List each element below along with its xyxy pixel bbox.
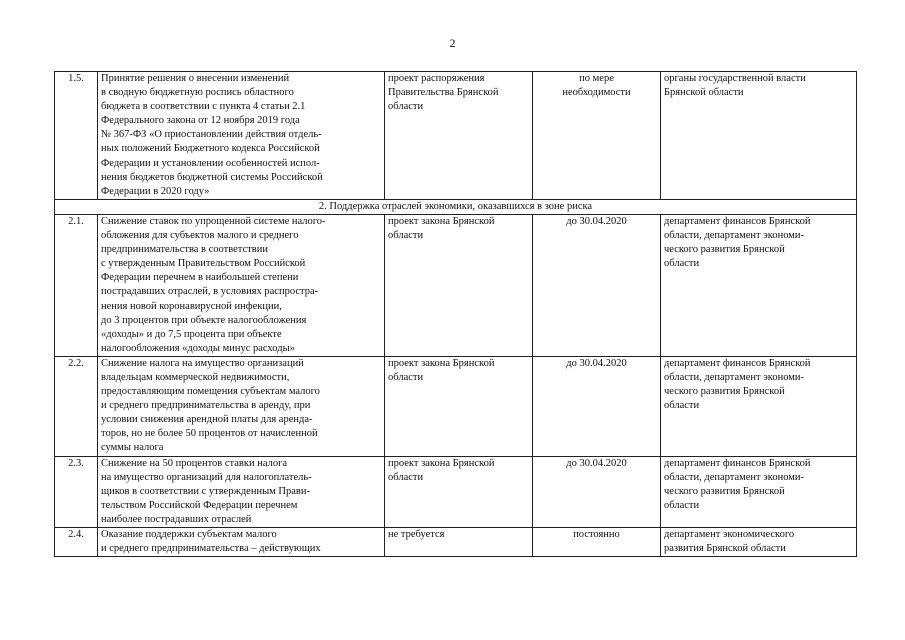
row-number: 2.4. xyxy=(55,528,98,557)
section-title: 2. Поддержка отраслей экономики, оказавшихся в зоне риска xyxy=(55,199,857,214)
measures-table xyxy=(54,71,857,557)
deadline: до 30.04.2020 xyxy=(533,356,661,456)
executor: департамент экономического развития Брянской области xyxy=(661,528,857,557)
row-number: 2.3. xyxy=(55,456,98,527)
executor: департамент финансов Брянской области, департамент экономи- ческого развития Брянской области xyxy=(661,456,857,527)
table-row xyxy=(55,214,857,356)
executor: департамент финансов Брянской области, департамент экономи- ческого развития Брянской области xyxy=(661,214,857,356)
page-number: 2 xyxy=(449,36,456,50)
row-number: 2.1. xyxy=(55,214,98,356)
deadline: по мере необходимости xyxy=(533,72,661,200)
measure-text: Принятие решения о внесении изменений в сводную бюджетную роспись областного бюджета в соответствии с пункта 4 статьи 2.1 Федерального закона от 12 ноября 2019 года № 367-ФЗ «О приостановлении действия отдель- ных положений Бюджетного кодекса Российской Федерации и установлении особенностей испол- нения бюджетов бюджетной системы Российской Федерации в 2020 году» xyxy=(98,72,385,200)
measure-text: Снижение налога на имущество организаций владельцам коммерческой недвижимости, предоставляющим помещения субъектам малого и среднего предпринимательства в аренду, при условии снижения арендной платы для аренда- торов, но не более 50 процентов от начисленной суммы налога xyxy=(98,356,385,456)
document-type: не требуется xyxy=(385,528,533,557)
document-type: проект закона Брянской области xyxy=(385,214,533,356)
section-row xyxy=(55,199,857,214)
table-row xyxy=(55,72,857,200)
measure-text: Снижение на 50 процентов ставки налога на имущество организаций для налогоплатель- щиков в соответствии с утвержденным Прави- тельством Российской Федерации перечнем наиболее пострадавших отраслей xyxy=(98,456,385,527)
measure-text: Снижение ставок по упрощенной системе налого- обложения для субъектов малого и среднего предпринимательства в соответствии с утвержденным Правительством Российской Федерации перечнем в наибольшей степени пострадавших отраслей, в условиях распростра- нения новой коронавирусной инфекции, до 3 процентов при объекте налогообложения «доходы» и до 7,5 процента при объекте налогообложения «доходы минус расходы» xyxy=(98,214,385,356)
document-type: проект закона Брянской области xyxy=(385,356,533,456)
document-type: проект закона Брянской области xyxy=(385,456,533,527)
executor: департамент финансов Брянской области, департамент экономи- ческого развития Брянской области xyxy=(661,356,857,456)
measure-text: Оказание поддержки субъектам малого и среднего предпринимательства – действующих xyxy=(98,528,385,557)
table-row xyxy=(55,456,857,527)
table-row xyxy=(55,356,857,456)
deadline: до 30.04.2020 xyxy=(533,214,661,356)
deadline: до 30.04.2020 xyxy=(533,456,661,527)
table-row xyxy=(55,528,857,557)
executor: органы государственной власти Брянской области xyxy=(661,72,857,200)
row-number: 2.2. xyxy=(55,356,98,456)
row-number: 1.5. xyxy=(55,72,98,200)
deadline: постоянно xyxy=(533,528,661,557)
document-type: проект распоряжения Правительства Брянской области xyxy=(385,72,533,200)
